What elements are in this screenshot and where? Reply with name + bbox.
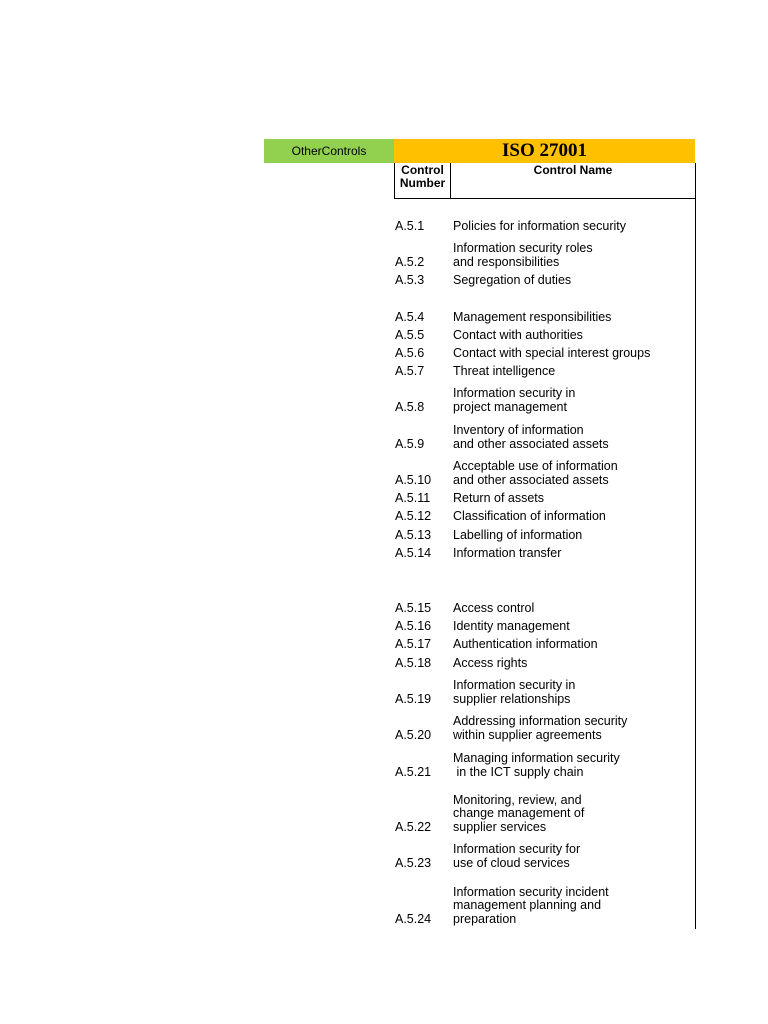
control-name: Addressing information security within supplier agreements: [453, 714, 628, 742]
control-number: A.5.23: [395, 855, 432, 870]
control-name: Information transfer: [453, 545, 562, 560]
control-number: A.5.8: [395, 399, 425, 414]
control-name: Contact with special interest groups: [453, 345, 651, 360]
control-number: A.5.6: [395, 345, 425, 360]
control-name: Information security in project management: [453, 386, 576, 414]
control-number: A.5.14: [395, 545, 432, 560]
control-name: Information security incident management planning and preparation: [453, 884, 609, 926]
column-header-control-number: Control Number: [394, 163, 451, 199]
control-number: A.5.10: [395, 472, 432, 487]
control-name: Access control: [453, 600, 535, 615]
control-name: Access rights: [453, 655, 528, 670]
control-number: A.5.22: [395, 819, 432, 834]
control-number: A.5.13: [395, 527, 432, 542]
control-name: Inventory of information and other associated assets: [453, 423, 609, 451]
control-number: A.5.11: [395, 490, 431, 505]
control-name: Information security roles and responsibilities: [453, 241, 593, 269]
control-number: A.5.5: [395, 327, 425, 342]
control-number: A.5.9: [395, 436, 425, 451]
control-number: A.5.16: [395, 618, 432, 633]
page-title: ISO 27001: [394, 139, 695, 163]
control-number: A.5.20: [395, 727, 432, 742]
control-number: A.5.19: [395, 691, 432, 706]
control-number: A.5.1: [395, 218, 425, 233]
control-name: Threat intelligence: [453, 363, 556, 378]
control-number: A.5.17: [395, 636, 432, 651]
control-name: Identity management: [453, 618, 570, 633]
control-name: Return of assets: [453, 490, 545, 505]
table-right-border: [695, 199, 696, 929]
control-name: Contact with authorities: [453, 327, 583, 342]
control-name: Management responsibilities: [453, 309, 612, 324]
control-name: Segregation of duties: [453, 272, 572, 287]
control-number: A.5.7: [395, 363, 425, 378]
table-row: [394, 0, 694, 926]
control-number: A.5.24: [395, 911, 432, 926]
control-number: A.5.3: [395, 272, 425, 287]
control-number: A.5.4: [395, 309, 425, 324]
control-name: Classification of information: [453, 508, 606, 523]
control-name: Managing information security in the ICT supply chain: [453, 751, 620, 779]
control-number: A.5.21: [395, 764, 432, 779]
control-name: Labelling of information: [453, 527, 583, 542]
control-name: Monitoring, review, and change management of supplier services: [453, 792, 585, 834]
control-name: Policies for information security: [453, 218, 626, 233]
control-number: A.5.15: [395, 600, 432, 615]
control-number: A.5.18: [395, 655, 432, 670]
control-number: A.5.2: [395, 254, 425, 269]
control-number: A.5.12: [395, 508, 432, 523]
column-header-control-name: Control Name: [451, 163, 696, 199]
sheet-label-cell[interactable]: OtherControls: [264, 139, 394, 163]
control-name: Acceptable use of information and other associated assets: [453, 459, 618, 487]
control-name: Information security for use of cloud services: [453, 842, 581, 870]
control-name: Authentication information: [453, 636, 598, 651]
control-name: Information security in supplier relationships: [453, 678, 576, 706]
